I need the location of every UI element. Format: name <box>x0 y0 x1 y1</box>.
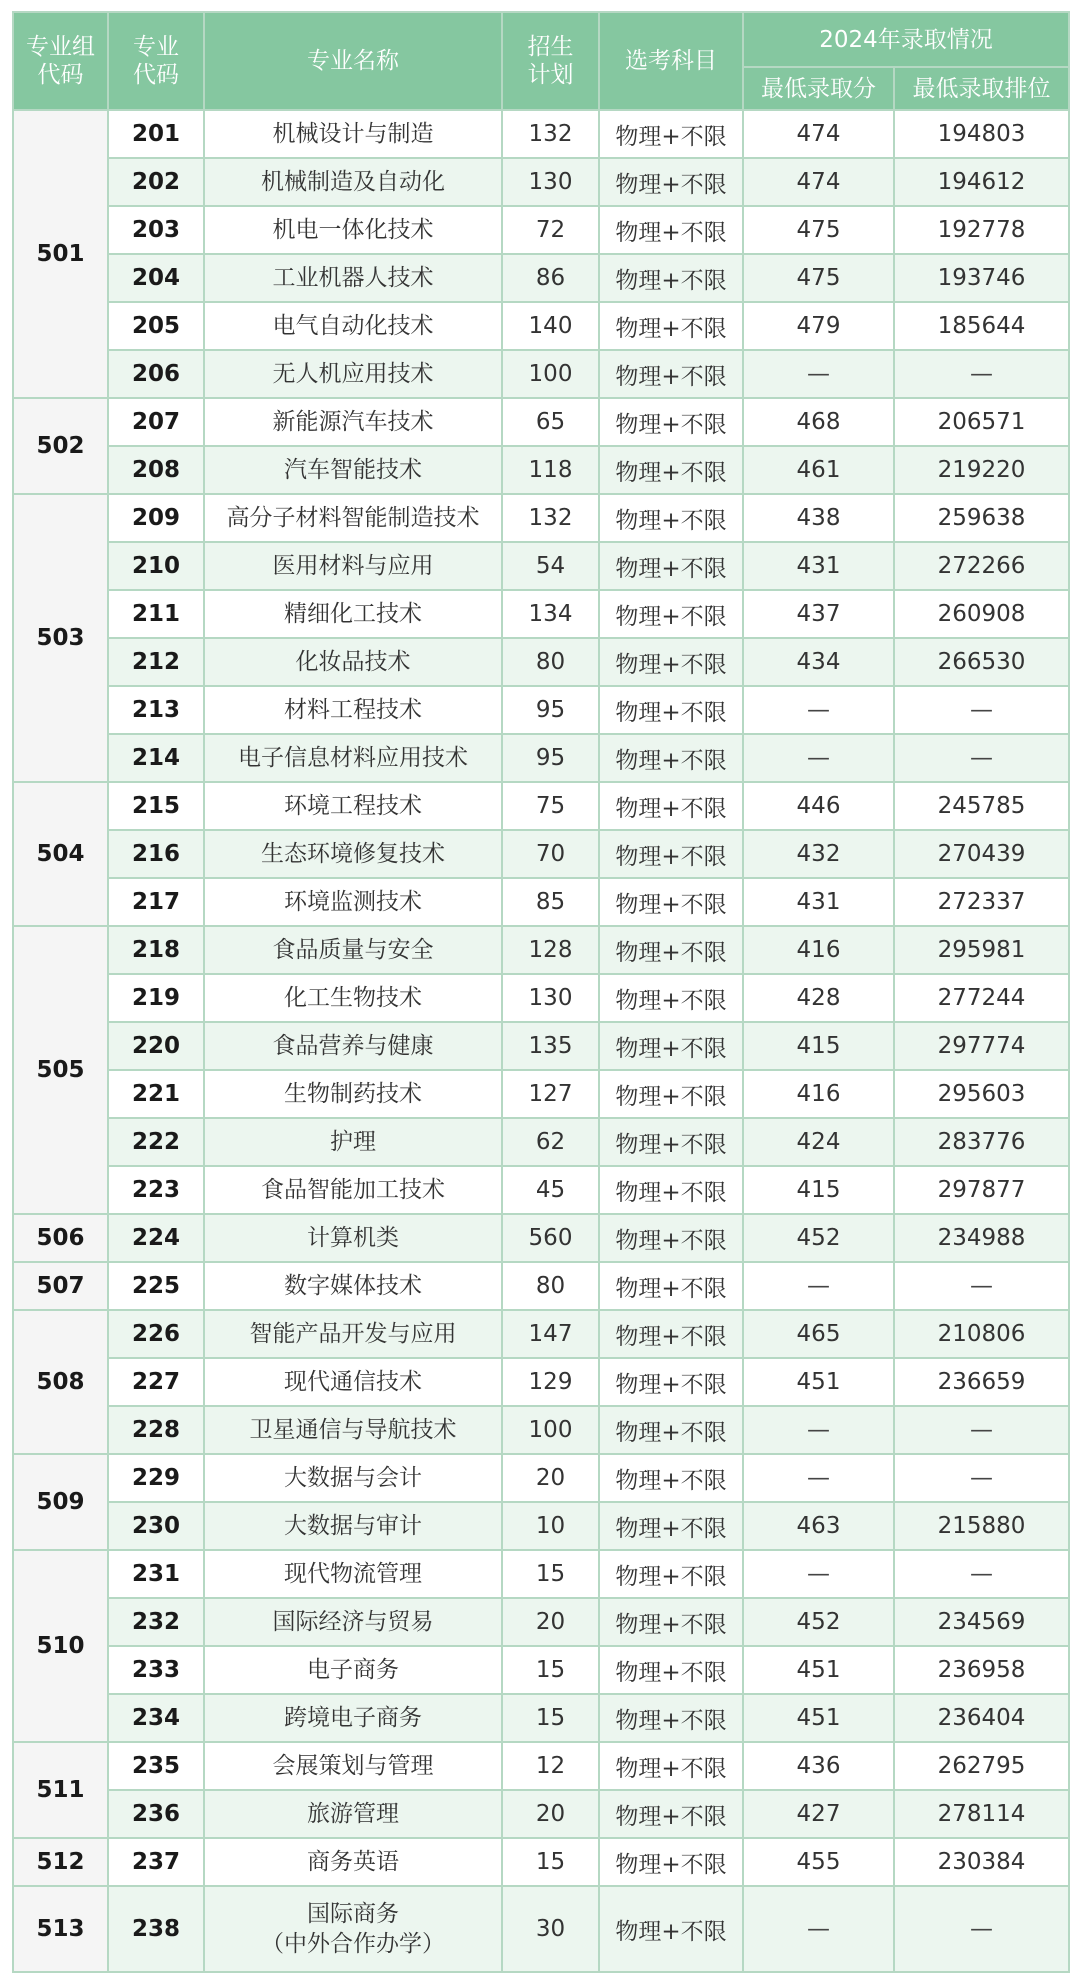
subject-cell: 物理+不限 <box>599 734 743 782</box>
plan-cell: 130 <box>502 158 599 206</box>
table-row <box>13 974 1069 1022</box>
major-code-cell: 227 <box>108 1358 204 1406</box>
major-code-cell: 226 <box>108 1310 204 1358</box>
major-code-cell: 208 <box>108 446 204 494</box>
header-major-name: 专业名称 <box>204 12 502 110</box>
table-row <box>13 1502 1069 1550</box>
major-code-cell: 203 <box>108 206 204 254</box>
major-name-cell: 护理 <box>204 1118 502 1166</box>
major-name-cell: 跨境电子商务 <box>204 1694 502 1742</box>
plan-cell: 20 <box>502 1598 599 1646</box>
table-row <box>13 1742 1069 1790</box>
min-score-cell: 475 <box>743 254 894 302</box>
major-code-cell: 206 <box>108 350 204 398</box>
major-code-cell: 220 <box>108 1022 204 1070</box>
major-name-cell: 机械设计与制造 <box>204 110 502 158</box>
major-code-cell: 228 <box>108 1406 204 1454</box>
major-code-cell: 222 <box>108 1118 204 1166</box>
table-row <box>13 1070 1069 1118</box>
major-code-cell: 205 <box>108 302 204 350</box>
table-row <box>13 638 1069 686</box>
plan-cell: 85 <box>502 878 599 926</box>
subject-cell: 物理+不限 <box>599 1166 743 1214</box>
min-score-cell: — <box>743 734 894 782</box>
min-rank-cell: 236404 <box>894 1694 1069 1742</box>
plan-cell: 62 <box>502 1118 599 1166</box>
major-name-cell: 精细化工技术 <box>204 590 502 638</box>
major-code-cell: 233 <box>108 1646 204 1694</box>
table-header <box>13 12 1069 110</box>
min-rank-cell: — <box>894 1406 1069 1454</box>
table-row <box>13 782 1069 830</box>
min-rank-cell: 230384 <box>894 1838 1069 1886</box>
subject-cell: 物理+不限 <box>599 1454 743 1502</box>
plan-cell: 134 <box>502 590 599 638</box>
table-row <box>13 302 1069 350</box>
min-rank-cell: 236958 <box>894 1646 1069 1694</box>
major-code-cell: 218 <box>108 926 204 974</box>
plan-cell: 10 <box>502 1502 599 1550</box>
subject-cell: 物理+不限 <box>599 830 743 878</box>
plan-cell: 15 <box>502 1646 599 1694</box>
min-score-cell: — <box>743 686 894 734</box>
plan-cell: 15 <box>502 1550 599 1598</box>
group-code-cell: 511 <box>13 1742 108 1838</box>
min-score-cell: 427 <box>743 1790 894 1838</box>
min-rank-cell: — <box>894 350 1069 398</box>
subject-cell: 物理+不限 <box>599 1118 743 1166</box>
major-name-cell: 生态环境修复技术 <box>204 830 502 878</box>
table-row <box>13 1790 1069 1838</box>
plan-cell: 70 <box>502 830 599 878</box>
major-code-cell: 213 <box>108 686 204 734</box>
major-name-cell: 国际商务 （中外合作办学） <box>204 1886 502 1972</box>
major-name-cell: 电气自动化技术 <box>204 302 502 350</box>
major-name-cell: 化妆品技术 <box>204 638 502 686</box>
min-score-cell: — <box>743 1262 894 1310</box>
plan-cell: 86 <box>502 254 599 302</box>
min-score-cell: 479 <box>743 302 894 350</box>
subject-cell: 物理+不限 <box>599 1406 743 1454</box>
plan-cell: 72 <box>502 206 599 254</box>
plan-cell: 12 <box>502 1742 599 1790</box>
min-score-cell: 452 <box>743 1214 894 1262</box>
table-row <box>13 830 1069 878</box>
table-row <box>13 1454 1069 1502</box>
subject-cell: 物理+不限 <box>599 1646 743 1694</box>
subject-cell: 物理+不限 <box>599 686 743 734</box>
table-row <box>13 1262 1069 1310</box>
major-code-cell: 202 <box>108 158 204 206</box>
header-admission-2024: 2024年录取情况 <box>743 12 1069 67</box>
table-row <box>13 1406 1069 1454</box>
subject-cell: 物理+不限 <box>599 398 743 446</box>
min-rank-cell: 270439 <box>894 830 1069 878</box>
group-code-cell: 513 <box>13 1886 108 1972</box>
min-score-cell: 474 <box>743 158 894 206</box>
plan-cell: 80 <box>502 1262 599 1310</box>
group-code-cell: 505 <box>13 926 108 1214</box>
min-score-cell: — <box>743 1886 894 1972</box>
major-code-cell: 209 <box>108 494 204 542</box>
min-score-cell: 415 <box>743 1166 894 1214</box>
subject-cell: 物理+不限 <box>599 1550 743 1598</box>
table-row <box>13 494 1069 542</box>
min-rank-cell: 277244 <box>894 974 1069 1022</box>
group-code-cell: 512 <box>13 1838 108 1886</box>
major-name-cell: 数字媒体技术 <box>204 1262 502 1310</box>
admission-table-container <box>12 11 1070 1973</box>
major-name-cell: 卫星通信与导航技术 <box>204 1406 502 1454</box>
plan-cell: 127 <box>502 1070 599 1118</box>
header-group-code: 专业组 代码 <box>13 12 108 110</box>
subject-cell: 物理+不限 <box>599 542 743 590</box>
group-code-cell: 506 <box>13 1214 108 1262</box>
major-name-cell: 食品营养与健康 <box>204 1022 502 1070</box>
table-row <box>13 158 1069 206</box>
min-score-cell: 434 <box>743 638 894 686</box>
major-code-cell: 210 <box>108 542 204 590</box>
subject-cell: 物理+不限 <box>599 158 743 206</box>
header-major-code: 专业 代码 <box>108 12 204 110</box>
subject-cell: 物理+不限 <box>599 1502 743 1550</box>
major-name-cell: 食品智能加工技术 <box>204 1166 502 1214</box>
table-body <box>13 110 1069 1972</box>
min-score-cell: 474 <box>743 110 894 158</box>
plan-cell: 54 <box>502 542 599 590</box>
plan-cell: 132 <box>502 110 599 158</box>
min-rank-cell: 272266 <box>894 542 1069 590</box>
table-row <box>13 1310 1069 1358</box>
subject-cell: 物理+不限 <box>599 254 743 302</box>
min-score-cell: 438 <box>743 494 894 542</box>
plan-cell: 75 <box>502 782 599 830</box>
major-name-cell: 新能源汽车技术 <box>204 398 502 446</box>
table-row <box>13 878 1069 926</box>
min-rank-cell: 210806 <box>894 1310 1069 1358</box>
min-score-cell: — <box>743 1406 894 1454</box>
subject-cell: 物理+不限 <box>599 1886 743 1972</box>
major-code-cell: 231 <box>108 1550 204 1598</box>
plan-cell: 65 <box>502 398 599 446</box>
major-name-cell: 现代物流管理 <box>204 1550 502 1598</box>
plan-cell: 128 <box>502 926 599 974</box>
plan-cell: 100 <box>502 350 599 398</box>
major-code-cell: 235 <box>108 1742 204 1790</box>
subject-cell: 物理+不限 <box>599 1838 743 1886</box>
subject-cell: 物理+不限 <box>599 1694 743 1742</box>
plan-cell: 147 <box>502 1310 599 1358</box>
major-name-cell: 医用材料与应用 <box>204 542 502 590</box>
major-name-cell: 化工生物技术 <box>204 974 502 1022</box>
min-rank-cell: 206571 <box>894 398 1069 446</box>
min-rank-cell: 245785 <box>894 782 1069 830</box>
major-name-cell: 大数据与会计 <box>204 1454 502 1502</box>
group-code-cell: 510 <box>13 1550 108 1742</box>
major-name-cell: 汽车智能技术 <box>204 446 502 494</box>
plan-cell: 95 <box>502 734 599 782</box>
min-score-cell: 424 <box>743 1118 894 1166</box>
min-rank-cell: 272337 <box>894 878 1069 926</box>
min-rank-cell: 194612 <box>894 158 1069 206</box>
min-score-cell: 455 <box>743 1838 894 1886</box>
group-code-cell: 509 <box>13 1454 108 1550</box>
min-score-cell: 451 <box>743 1358 894 1406</box>
major-code-cell: 212 <box>108 638 204 686</box>
major-name-cell: 计算机类 <box>204 1214 502 1262</box>
min-rank-cell: 194803 <box>894 110 1069 158</box>
plan-cell: 30 <box>502 1886 599 1972</box>
min-score-cell: 428 <box>743 974 894 1022</box>
plan-cell: 135 <box>502 1022 599 1070</box>
major-name-cell: 旅游管理 <box>204 1790 502 1838</box>
major-name-cell: 无人机应用技术 <box>204 350 502 398</box>
min-rank-cell: — <box>894 734 1069 782</box>
major-name-cell: 工业机器人技术 <box>204 254 502 302</box>
min-rank-cell: 297774 <box>894 1022 1069 1070</box>
major-code-cell: 234 <box>108 1694 204 1742</box>
table-row <box>13 734 1069 782</box>
min-rank-cell: 192778 <box>894 206 1069 254</box>
admission-table <box>12 11 1070 1973</box>
major-name-cell: 大数据与审计 <box>204 1502 502 1550</box>
min-rank-cell: 278114 <box>894 1790 1069 1838</box>
major-name-cell: 材料工程技术 <box>204 686 502 734</box>
min-rank-cell: 295981 <box>894 926 1069 974</box>
major-code-cell: 201 <box>108 110 204 158</box>
plan-cell: 20 <box>502 1790 599 1838</box>
major-code-cell: 204 <box>108 254 204 302</box>
subject-cell: 物理+不限 <box>599 1742 743 1790</box>
plan-cell: 45 <box>502 1166 599 1214</box>
min-score-cell: 431 <box>743 542 894 590</box>
major-code-cell: 219 <box>108 974 204 1022</box>
subject-cell: 物理+不限 <box>599 1598 743 1646</box>
major-name-cell: 会展策划与管理 <box>204 1742 502 1790</box>
subject-cell: 物理+不限 <box>599 782 743 830</box>
major-code-cell: 215 <box>108 782 204 830</box>
group-code-cell: 504 <box>13 782 108 926</box>
major-code-cell: 237 <box>108 1838 204 1886</box>
major-name-cell: 国际经济与贸易 <box>204 1598 502 1646</box>
plan-cell: 15 <box>502 1694 599 1742</box>
table-row <box>13 1694 1069 1742</box>
major-name-cell: 机电一体化技术 <box>204 206 502 254</box>
subject-cell: 物理+不限 <box>599 1262 743 1310</box>
plan-cell: 140 <box>502 302 599 350</box>
min-score-cell: 446 <box>743 782 894 830</box>
subject-cell: 物理+不限 <box>599 494 743 542</box>
plan-cell: 80 <box>502 638 599 686</box>
min-rank-cell: 234988 <box>894 1214 1069 1262</box>
min-score-cell: 463 <box>743 1502 894 1550</box>
min-rank-cell: 295603 <box>894 1070 1069 1118</box>
major-name-cell: 生物制药技术 <box>204 1070 502 1118</box>
min-score-cell: 431 <box>743 878 894 926</box>
min-score-cell: 461 <box>743 446 894 494</box>
group-code-cell: 508 <box>13 1310 108 1454</box>
major-code-cell: 238 <box>108 1886 204 1972</box>
min-rank-cell: 215880 <box>894 1502 1069 1550</box>
subject-cell: 物理+不限 <box>599 1310 743 1358</box>
plan-cell: 118 <box>502 446 599 494</box>
table-row <box>13 1358 1069 1406</box>
header-plan: 招生 计划 <box>502 12 599 110</box>
table-row <box>13 350 1069 398</box>
table-row <box>13 446 1069 494</box>
subject-cell: 物理+不限 <box>599 878 743 926</box>
subject-cell: 物理+不限 <box>599 446 743 494</box>
plan-cell: 95 <box>502 686 599 734</box>
min-score-cell: — <box>743 1454 894 1502</box>
plan-cell: 15 <box>502 1838 599 1886</box>
min-rank-cell: 266530 <box>894 638 1069 686</box>
plan-cell: 129 <box>502 1358 599 1406</box>
min-rank-cell: 297877 <box>894 1166 1069 1214</box>
min-rank-cell: 262795 <box>894 1742 1069 1790</box>
header-min-rank: 最低录取排位 <box>894 67 1069 110</box>
min-score-cell: 437 <box>743 590 894 638</box>
major-code-cell: 232 <box>108 1598 204 1646</box>
group-code-cell: 503 <box>13 494 108 782</box>
min-score-cell: — <box>743 350 894 398</box>
subject-cell: 物理+不限 <box>599 206 743 254</box>
min-score-cell: 436 <box>743 1742 894 1790</box>
min-score-cell: 415 <box>743 1022 894 1070</box>
table-row <box>13 926 1069 974</box>
major-code-cell: 207 <box>108 398 204 446</box>
table-row <box>13 1886 1069 1972</box>
min-rank-cell: 234569 <box>894 1598 1069 1646</box>
min-rank-cell: — <box>894 1454 1069 1502</box>
subject-cell: 物理+不限 <box>599 590 743 638</box>
major-code-cell: 225 <box>108 1262 204 1310</box>
major-name-cell: 现代通信技术 <box>204 1358 502 1406</box>
table-row <box>13 590 1069 638</box>
min-score-cell: 465 <box>743 1310 894 1358</box>
table-row <box>13 686 1069 734</box>
major-name-cell: 高分子材料智能制造技术 <box>204 494 502 542</box>
plan-cell: 560 <box>502 1214 599 1262</box>
major-code-cell: 214 <box>108 734 204 782</box>
group-code-cell: 501 <box>13 110 108 398</box>
min-rank-cell: — <box>894 686 1069 734</box>
min-score-cell: 468 <box>743 398 894 446</box>
min-rank-cell: 185644 <box>894 302 1069 350</box>
major-code-cell: 223 <box>108 1166 204 1214</box>
major-name-cell: 商务英语 <box>204 1838 502 1886</box>
group-code-cell: 502 <box>13 398 108 494</box>
min-rank-cell: — <box>894 1886 1069 1972</box>
subject-cell: 物理+不限 <box>599 110 743 158</box>
subject-cell: 物理+不限 <box>599 1358 743 1406</box>
header-subjects: 选考科目 <box>599 12 743 110</box>
major-code-cell: 216 <box>108 830 204 878</box>
subject-cell: 物理+不限 <box>599 1070 743 1118</box>
plan-cell: 130 <box>502 974 599 1022</box>
subject-cell: 物理+不限 <box>599 974 743 1022</box>
min-score-cell: 451 <box>743 1646 894 1694</box>
min-rank-cell: — <box>894 1550 1069 1598</box>
table-row <box>13 542 1069 590</box>
plan-cell: 20 <box>502 1454 599 1502</box>
min-score-cell: 432 <box>743 830 894 878</box>
table-row <box>13 1646 1069 1694</box>
min-score-cell: 475 <box>743 206 894 254</box>
table-row <box>13 1838 1069 1886</box>
major-name-cell: 环境监测技术 <box>204 878 502 926</box>
plan-cell: 100 <box>502 1406 599 1454</box>
min-score-cell: 416 <box>743 1070 894 1118</box>
major-code-cell: 224 <box>108 1214 204 1262</box>
min-rank-cell: 283776 <box>894 1118 1069 1166</box>
min-rank-cell: 260908 <box>894 590 1069 638</box>
subject-cell: 物理+不限 <box>599 926 743 974</box>
plan-cell: 132 <box>502 494 599 542</box>
major-code-cell: 236 <box>108 1790 204 1838</box>
major-name-cell: 机械制造及自动化 <box>204 158 502 206</box>
table-row <box>13 1598 1069 1646</box>
subject-cell: 物理+不限 <box>599 638 743 686</box>
table-row <box>13 1022 1069 1070</box>
major-name-cell: 电子信息材料应用技术 <box>204 734 502 782</box>
major-name-cell: 智能产品开发与应用 <box>204 1310 502 1358</box>
min-rank-cell: 193746 <box>894 254 1069 302</box>
min-rank-cell: 259638 <box>894 494 1069 542</box>
min-rank-cell: 219220 <box>894 446 1069 494</box>
min-score-cell: 452 <box>743 1598 894 1646</box>
min-rank-cell: 236659 <box>894 1358 1069 1406</box>
table-row <box>13 398 1069 446</box>
major-code-cell: 211 <box>108 590 204 638</box>
subject-cell: 物理+不限 <box>599 302 743 350</box>
table-row <box>13 1550 1069 1598</box>
group-code-cell: 507 <box>13 1262 108 1310</box>
table-row <box>13 1214 1069 1262</box>
min-score-cell: 416 <box>743 926 894 974</box>
major-name-cell: 食品质量与安全 <box>204 926 502 974</box>
subject-cell: 物理+不限 <box>599 1790 743 1838</box>
subject-cell: 物理+不限 <box>599 1214 743 1262</box>
min-score-cell: 451 <box>743 1694 894 1742</box>
major-name-cell: 环境工程技术 <box>204 782 502 830</box>
major-code-cell: 221 <box>108 1070 204 1118</box>
table-row <box>13 206 1069 254</box>
subject-cell: 物理+不限 <box>599 350 743 398</box>
table-row <box>13 110 1069 158</box>
header-min-score: 最低录取分 <box>743 67 894 110</box>
table-row <box>13 1118 1069 1166</box>
major-code-cell: 217 <box>108 878 204 926</box>
min-score-cell: — <box>743 1550 894 1598</box>
major-name-cell: 电子商务 <box>204 1646 502 1694</box>
major-code-cell: 229 <box>108 1454 204 1502</box>
table-row <box>13 1166 1069 1214</box>
major-code-cell: 230 <box>108 1502 204 1550</box>
subject-cell: 物理+不限 <box>599 1022 743 1070</box>
table-row <box>13 254 1069 302</box>
min-rank-cell: — <box>894 1262 1069 1310</box>
